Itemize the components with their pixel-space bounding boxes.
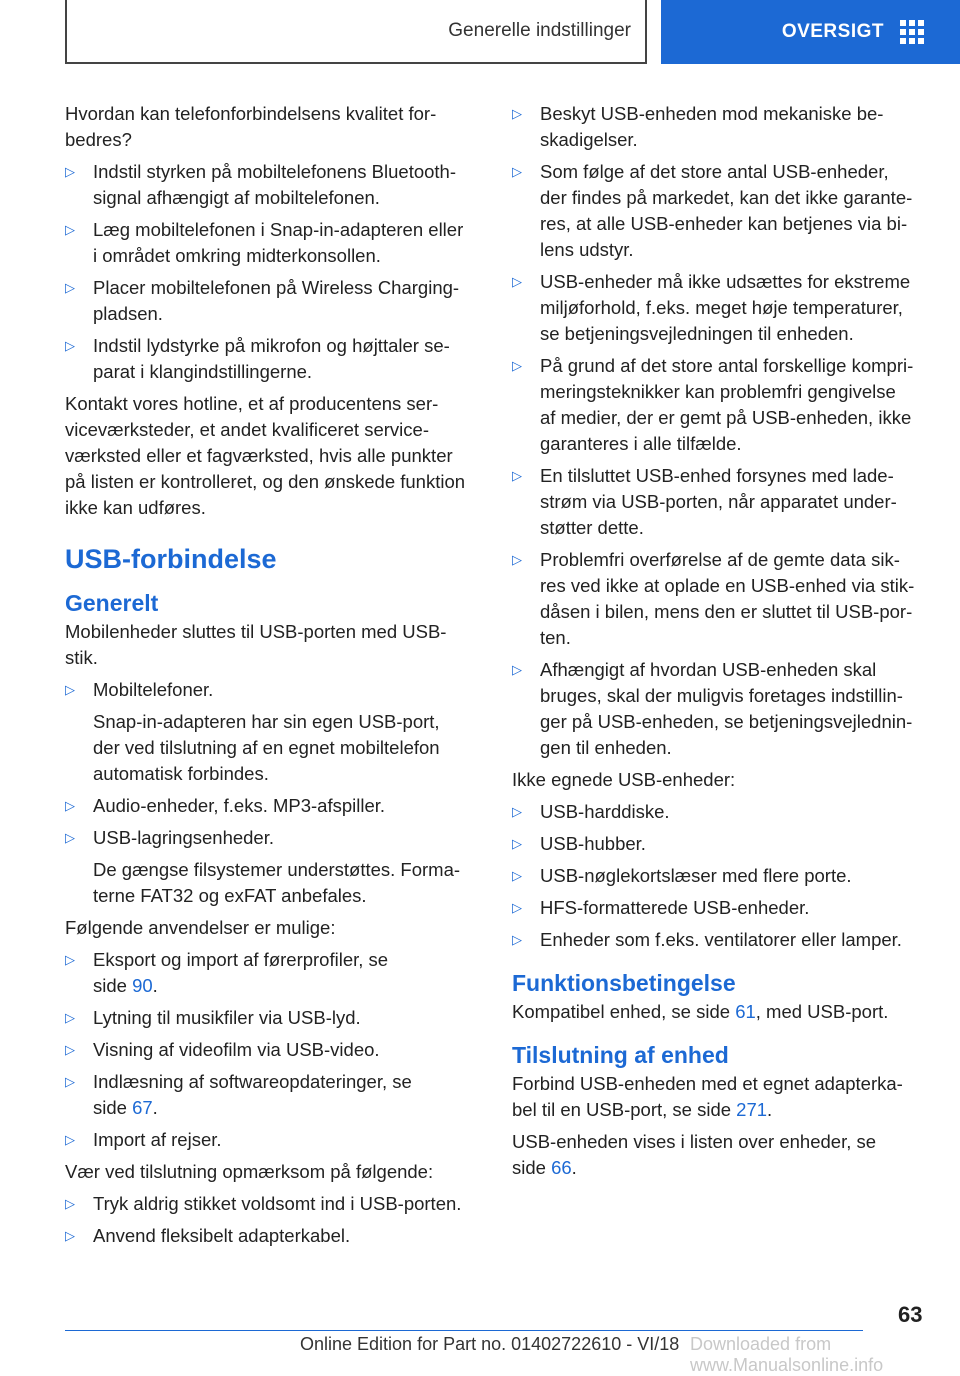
list-item: ▷ En tilsluttet USB-enhed forsynes med lade- strøm via USB-porten, når apparatet under- støtter dette. — [512, 465, 897, 538]
triangle-bullet-icon: ▷ — [65, 952, 75, 967]
triangle-bullet-icon: ▷ — [65, 1196, 75, 1211]
triangle-bullet-icon: ▷ — [65, 1010, 75, 1025]
triangle-bullet-icon: ▷ — [512, 106, 522, 121]
triangle-bullet-icon: ▷ — [65, 222, 75, 237]
paragraph-condition: Kompatibel enhed, se side 61, med USB-port. — [512, 1001, 889, 1022]
paragraph-connect: Forbind USB-enheden med et egnet adapterka- bel til en USB-port, se side 271. — [512, 1073, 903, 1120]
list-item: ▷ Anvend fleksibelt adapterkabel. — [65, 1223, 483, 1249]
paragraph-unsuitable: Ikke egnede USB-enheder: — [512, 769, 736, 790]
triangle-bullet-icon: ▷ — [512, 932, 522, 947]
triangle-bullet-icon: ▷ — [65, 1074, 75, 1089]
triangle-bullet-icon: ▷ — [512, 836, 522, 851]
list-item: ▷ Eksport og import af førerprofiler, se side 90. — [65, 949, 389, 996]
list-item: ▷ USB-hubber. — [512, 831, 930, 857]
list-item-note: De gængse filsystemer understøttes. Forma- terne FAT32 og exFAT anbefales. — [93, 859, 461, 906]
list-item: ▷ USB-harddiske. — [512, 799, 930, 825]
list-item: ▷ Indlæsning af softwareopdateringer, se side 67. — [65, 1071, 412, 1118]
triangle-bullet-icon: ▷ — [512, 900, 522, 915]
right-column — [512, 101, 930, 1187]
list-item: ▷ USB-enheder må ikke udsættes for ekstreme miljøforhold, f.eks. meget høje temperaturer, se betjeningsvejledningen til enheden. — [512, 271, 911, 344]
page-link-271[interactable]: 271 — [736, 1099, 768, 1120]
list-item: ▷ Enheder som f.eks. ventilatorer eller lamper. — [512, 927, 930, 953]
grid-icon — [900, 20, 924, 44]
triangle-bullet-icon: ▷ — [65, 830, 75, 845]
triangle-bullet-icon: ▷ — [512, 868, 522, 883]
list-item: ▷ Audio-enheder, f.eks. MP3-afspiller. — [65, 793, 483, 819]
footer-edition: Online Edition for Part no. 01402722610 - VI/18 — [300, 1334, 680, 1354]
triangle-bullet-icon: ▷ — [65, 338, 75, 353]
watermark: Downloaded from www.Manualsonline.info — [690, 1334, 884, 1375]
list-item: ▷ Læg mobiltelefonen i Snap-in-adapteren eller i området omkring midterkonsollen. — [65, 219, 464, 266]
paragraph-attention: Vær ved tilslutning opmærksom på følgende: — [65, 1161, 434, 1182]
list-item: ▷ Indstil lydstyrke på mikrofon og højttaler se- parat i klangindstillingerne. — [65, 335, 450, 382]
list-item: ▷ USB-lagringsenheder. — [65, 825, 483, 851]
triangle-bullet-icon: ▷ — [512, 468, 522, 483]
overview-label: OVERSIGT — [781, 21, 884, 42]
heading-usb-connection: USB-forbindelse — [65, 544, 277, 574]
triangle-bullet-icon: ▷ — [65, 1228, 75, 1243]
triangle-bullet-icon: ▷ — [65, 682, 75, 697]
triangle-bullet-icon: ▷ — [65, 798, 75, 813]
list-item: ▷ USB-nøglekortslæser med flere porte. — [512, 863, 930, 889]
section-title: Generelle indstillinger — [448, 20, 631, 41]
heading-function-condition: Funktionsbetingelse — [512, 970, 736, 996]
list-item: ▷ På grund af det store antal forskellige kompri- meringsteknikker kan problemfri gengivelse af medier, der er gemt på USB-enheden, ikke garanteres i alle tilfælde. — [512, 355, 914, 454]
list-item: ▷ Indstil styrken på mobiltelefonens Bluetooth- signal afhængigt af mobiltelefonen. — [65, 161, 457, 208]
left-column — [65, 101, 483, 1255]
overview-button[interactable] — [661, 0, 960, 64]
list-item: ▷ Visning af videofilm via USB-video. — [65, 1037, 483, 1063]
list-item: ▷ Tryk aldrig stikket voldsomt ind i USB-porten. — [65, 1191, 483, 1217]
section-header — [65, 0, 647, 64]
paragraph-uses: Følgende anvendelser er mulige: — [65, 917, 336, 938]
page-number: 63 — [898, 1302, 923, 1327]
paragraph-device-list: USB-enheden vises i listen over enheder, se side 66. — [512, 1131, 877, 1178]
page-link-90[interactable]: 90 — [132, 975, 153, 996]
triangle-bullet-icon: ▷ — [512, 804, 522, 819]
list-item: ▷ Import af rejser. — [65, 1127, 483, 1153]
list-item: ▷ Som følge af det store antal USB-enheder, der findes på markedet, kan det ikke garante- res, at alle USB-enheder kan betjenes via bi- lens udstyr. — [512, 161, 913, 260]
list-item-note: Snap-in-adapteren har sin egen USB-port, der ved tilslutning af en egnet mobiltelefon automatisk forbindes. — [93, 711, 440, 784]
triangle-bullet-icon: ▷ — [512, 164, 522, 179]
triangle-bullet-icon: ▷ — [512, 358, 522, 373]
triangle-bullet-icon: ▷ — [65, 280, 75, 295]
paragraph-quality: Hvordan kan telefonforbindelsens kvalitet for- bedres? — [65, 103, 437, 150]
triangle-bullet-icon: ▷ — [512, 274, 522, 289]
list-item: ▷ Lytning til musikfiler via USB-lyd. — [65, 1005, 483, 1031]
page-link-66[interactable]: 66 — [551, 1157, 572, 1178]
list-item: ▷ Problemfri overførelse af de gemte data sik- res ved ikke at oplade en USB-enhed via stik- dåsen i bilen, mens den er sluttet til USB-por- ten. — [512, 549, 915, 648]
list-item: ▷ Afhængigt af hvordan USB-enheden skal bruges, skal der muligvis foretages indstillin- ger på USB-enheden, se betjeningsvejlednin- gen til enheden. — [512, 659, 913, 758]
paragraph-devices: Mobilenheder sluttes til USB-porten med USB- stik. — [65, 621, 447, 668]
triangle-bullet-icon: ▷ — [512, 552, 522, 567]
heading-connect-device: Tilslutning af enhed — [512, 1042, 729, 1068]
triangle-bullet-icon: ▷ — [65, 1042, 75, 1057]
triangle-bullet-icon: ▷ — [65, 1132, 75, 1147]
footer-divider — [65, 1330, 863, 1331]
list-item: ▷ Mobiltelefoner. — [65, 677, 483, 703]
list-item: ▷ HFS-formatterede USB-enheder. — [512, 895, 930, 921]
list-item: ▷ Placer mobiltelefonen på Wireless Charging- pladsen. — [65, 277, 460, 324]
page-link-67[interactable]: 67 — [132, 1097, 153, 1118]
list-item: ▷ Beskyt USB-enheden mod mekaniske be- skadigelser. — [512, 103, 884, 150]
triangle-bullet-icon: ▷ — [65, 164, 75, 179]
paragraph-contact: Kontakt vores hotline, et af producentens ser- viceværksteder, et andet kvalificeret service- værksted eller et fagværksted, hvis alle punkter på listen er kontrolleret, og den ønskede funktion ikke kan udføres. — [65, 393, 466, 518]
page-link-61[interactable]: 61 — [735, 1001, 756, 1022]
heading-general: Generelt — [65, 590, 159, 616]
triangle-bullet-icon: ▷ — [512, 662, 522, 677]
